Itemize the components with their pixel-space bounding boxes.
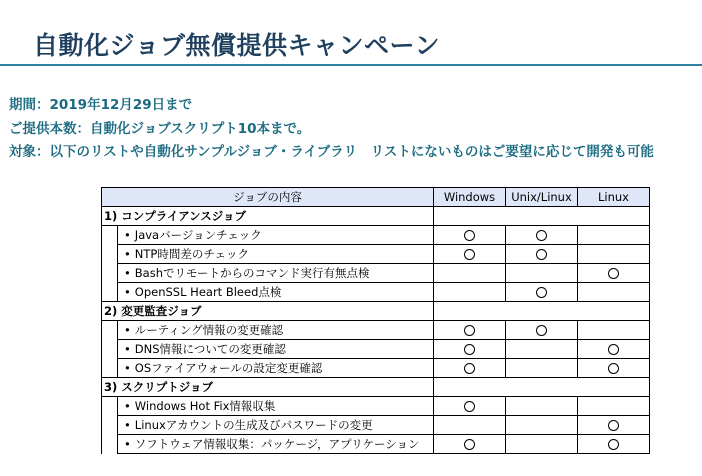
job-item-label: ソフトウェア情報収集：パッケージ，アプリケーション xyxy=(134,437,420,451)
section-row xyxy=(102,378,650,397)
job-item-label: ルーティング情報の変更確認 xyxy=(134,323,284,337)
support-cell-windows xyxy=(434,340,506,359)
indent-cell xyxy=(102,340,118,359)
support-cell-windows xyxy=(434,359,506,378)
support-cell-windows xyxy=(434,435,506,454)
supported-circle-icon xyxy=(464,401,475,412)
support-cell-windows xyxy=(434,245,506,264)
section-empty-cell xyxy=(434,378,650,397)
header-job-content: ジョブの内容 xyxy=(102,188,434,207)
bullet-icon: • xyxy=(124,266,131,280)
title-divider xyxy=(0,64,702,66)
support-cell-windows xyxy=(434,397,506,416)
job-table xyxy=(101,187,650,454)
page-title: 自動化ジョブ無償提供キャンペーン xyxy=(33,31,441,60)
supported-circle-icon xyxy=(464,439,475,450)
job-item-label: OpenSSL Heart Bleed点検 xyxy=(134,285,282,299)
job-item-label: Bashでリモートからのコマンド実行有無点検 xyxy=(134,266,370,280)
supported-circle-icon xyxy=(608,420,619,431)
bullet-icon: • xyxy=(124,342,131,356)
support-cell-windows xyxy=(434,416,506,435)
table-row xyxy=(102,264,650,283)
table-row xyxy=(102,397,650,416)
indent-cell xyxy=(102,283,118,302)
support-cell-linux xyxy=(578,397,650,416)
campaign-period: 期間：2019年12月29日まで xyxy=(9,97,193,113)
support-cell-unix xyxy=(506,397,578,416)
job-item-cell xyxy=(118,397,434,416)
bullet-icon: • xyxy=(124,228,131,242)
campaign-count: ご提供本数：自動化ジョブスクリプト10本まで。 xyxy=(9,121,311,137)
job-item-label: NTP時間差のチェック xyxy=(134,247,250,261)
table-row xyxy=(102,283,650,302)
bullet-icon: • xyxy=(124,437,131,451)
header-unix-linux: Unix/Linux xyxy=(506,188,578,207)
bullet-icon: • xyxy=(124,399,131,413)
supported-circle-icon xyxy=(536,325,547,336)
support-cell-windows xyxy=(434,321,506,340)
support-cell-linux xyxy=(578,359,650,378)
supported-circle-icon xyxy=(464,230,475,241)
table-row xyxy=(102,321,650,340)
table-row xyxy=(102,359,650,378)
support-cell-linux xyxy=(578,283,650,302)
support-cell-unix xyxy=(506,321,578,340)
support-cell-unix xyxy=(506,340,578,359)
section-empty-cell xyxy=(434,302,650,321)
section-empty-cell xyxy=(434,207,650,226)
supported-circle-icon xyxy=(464,363,475,374)
bullet-icon: • xyxy=(124,323,131,337)
supported-circle-icon xyxy=(464,325,475,336)
section-label: 2) 変更監査ジョブ xyxy=(102,302,434,321)
indent-cell xyxy=(102,435,118,454)
support-cell-unix xyxy=(506,416,578,435)
job-item-label: Windows Hot Fix情報収集 xyxy=(134,399,276,413)
supported-circle-icon xyxy=(608,344,619,355)
indent-cell xyxy=(102,359,118,378)
bullet-icon: • xyxy=(124,285,131,299)
table-row xyxy=(102,226,650,245)
table-row xyxy=(102,340,650,359)
table-header-row xyxy=(102,188,650,207)
job-item-cell xyxy=(118,245,434,264)
supported-circle-icon xyxy=(608,268,619,279)
job-item-cell xyxy=(118,226,434,245)
supported-circle-icon xyxy=(608,439,619,450)
job-item-label: Linuxアカウントの生成及びパスワードの変更 xyxy=(134,418,373,432)
indent-cell xyxy=(102,226,118,245)
supported-circle-icon xyxy=(536,287,547,298)
support-cell-unix xyxy=(506,435,578,454)
job-item-label: OSファイアウォールの設定変更確認 xyxy=(134,361,323,375)
supported-circle-icon xyxy=(536,230,547,241)
job-item-label: Javaバージョンチェック xyxy=(134,228,262,242)
table-row xyxy=(102,435,650,454)
section-row xyxy=(102,302,650,321)
support-cell-unix xyxy=(506,226,578,245)
section-label: 3) スクリプトジョブ xyxy=(102,378,434,397)
bullet-icon: • xyxy=(124,418,131,432)
support-cell-windows xyxy=(434,264,506,283)
job-item-cell xyxy=(118,340,434,359)
supported-circle-icon xyxy=(464,344,475,355)
indent-cell xyxy=(102,321,118,340)
job-item-label: DNS情報についての変更確認 xyxy=(134,342,286,356)
support-cell-linux xyxy=(578,264,650,283)
support-cell-unix xyxy=(506,264,578,283)
job-item-cell xyxy=(118,264,434,283)
support-cell-linux xyxy=(578,416,650,435)
support-cell-linux xyxy=(578,435,650,454)
support-cell-linux xyxy=(578,321,650,340)
header-linux: Linux xyxy=(578,188,650,207)
job-item-cell xyxy=(118,416,434,435)
support-cell-linux xyxy=(578,340,650,359)
support-cell-unix xyxy=(506,245,578,264)
header-windows: Windows xyxy=(434,188,506,207)
campaign-target: 対象：以下のリストや自動化サンプルジョブ・ライブラリ リストにないものはご要望に応じて開発も可能 xyxy=(9,144,654,160)
bullet-icon: • xyxy=(124,247,131,261)
support-cell-unix xyxy=(506,283,578,302)
table-row xyxy=(102,416,650,435)
section-label: 1) コンプライアンスジョブ xyxy=(102,207,434,226)
indent-cell xyxy=(102,397,118,416)
supported-circle-icon xyxy=(536,249,547,260)
indent-cell xyxy=(102,416,118,435)
support-cell-linux xyxy=(578,226,650,245)
indent-cell xyxy=(102,245,118,264)
job-item-cell xyxy=(118,359,434,378)
support-cell-linux xyxy=(578,245,650,264)
supported-circle-icon xyxy=(464,249,475,260)
section-row xyxy=(102,207,650,226)
table-row xyxy=(102,245,650,264)
support-cell-unix xyxy=(506,359,578,378)
job-item-cell xyxy=(118,435,434,454)
support-cell-windows xyxy=(434,283,506,302)
job-item-cell xyxy=(118,283,434,302)
indent-cell xyxy=(102,264,118,283)
bullet-icon: • xyxy=(124,361,131,375)
support-cell-windows xyxy=(434,226,506,245)
table-body xyxy=(102,207,650,454)
job-item-cell xyxy=(118,321,434,340)
supported-circle-icon xyxy=(608,363,619,374)
